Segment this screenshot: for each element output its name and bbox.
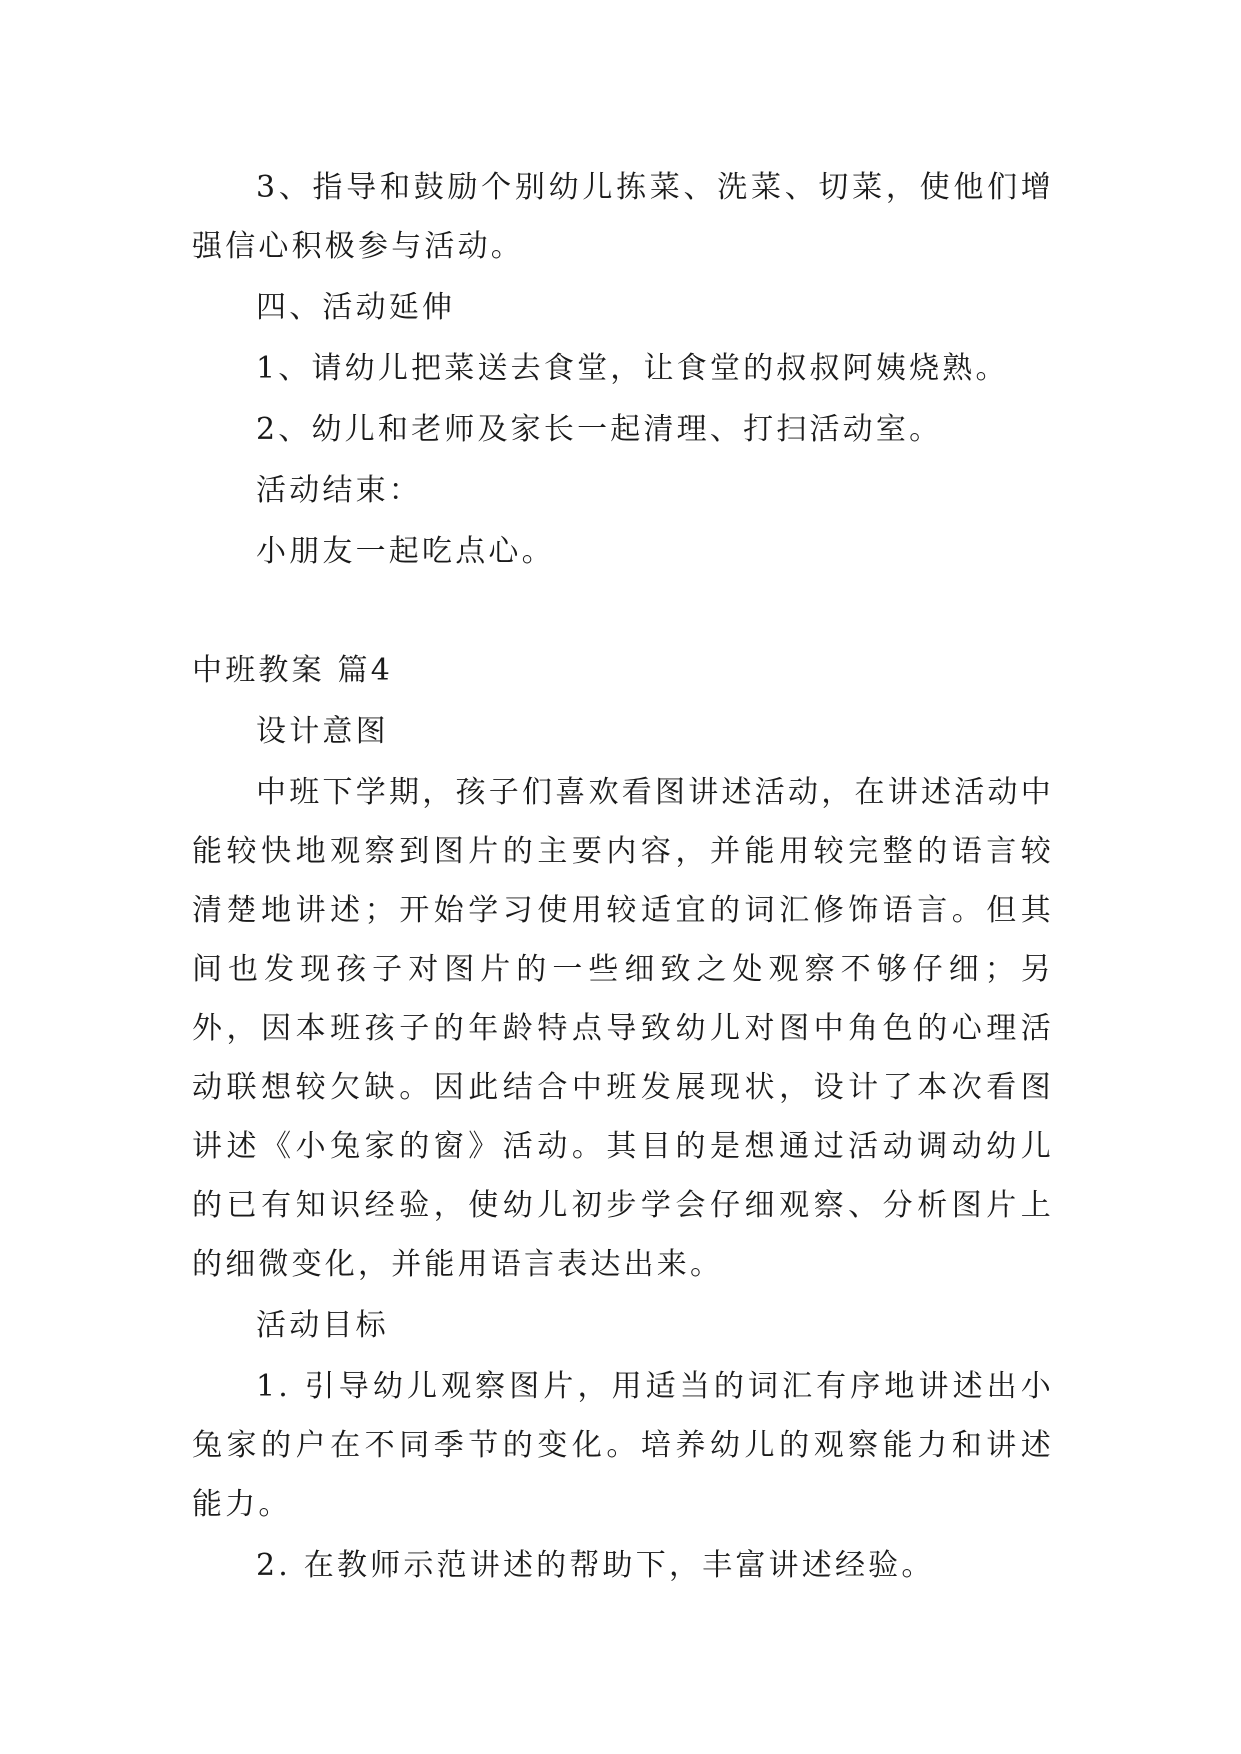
document-page: [192, 158, 1054, 1595]
paragraph: 3、指导和鼓励个别幼儿拣菜、洗菜、切菜，使他们增强信心积极参与活动。: [192, 170, 1054, 264]
section-title: 中班教案 篇4: [192, 653, 394, 688]
section-heading: 四、活动延伸: [256, 290, 456, 325]
sub-heading: 设计意图: [256, 714, 389, 749]
list-item: 1. 引导幼儿观察图片，用适当的词汇有序地讲述出小兔家的户在不同季节的变化。培养幼儿的观察能力和讲述能力。: [192, 1369, 1054, 1522]
paragraph: 1、请幼儿把菜送去食堂，让食堂的叔叔阿姨烧熟。: [256, 351, 1009, 386]
section-spacer: [192, 581, 1054, 641]
sub-heading: 活动目标: [256, 1308, 389, 1343]
paragraph: 中班下学期，孩子们喜欢看图讲述活动，在讲述活动中能较快地观察到图片的主要内容，并能用较完整的语言较清楚地讲述；开始学习使用较适宜的词汇修饰语言。但其间也发现孩子对图片的一些细致之处观察不够仔细；另外，因本班孩子的年龄特点导致幼儿对图中角色的心理活动联想较欠缺。因此结合中班发展现状，设计了本次看图讲述《小兔家的窗》活动。其目的是想通过活动调动幼儿的已有知识经验，使幼儿初步学会仔细观察、分析图片上的细微变化，并能用语言表达出来。: [192, 775, 1054, 1282]
paragraph: 2、幼儿和老师及家长一起清理、打扫活动室。: [256, 412, 943, 447]
list-item: 2. 在教师示范讲述的帮助下，丰富讲述经验。: [256, 1548, 935, 1583]
paragraph: 小朋友一起吃点心。: [256, 534, 555, 569]
paragraph: 活动结束：: [256, 473, 422, 508]
